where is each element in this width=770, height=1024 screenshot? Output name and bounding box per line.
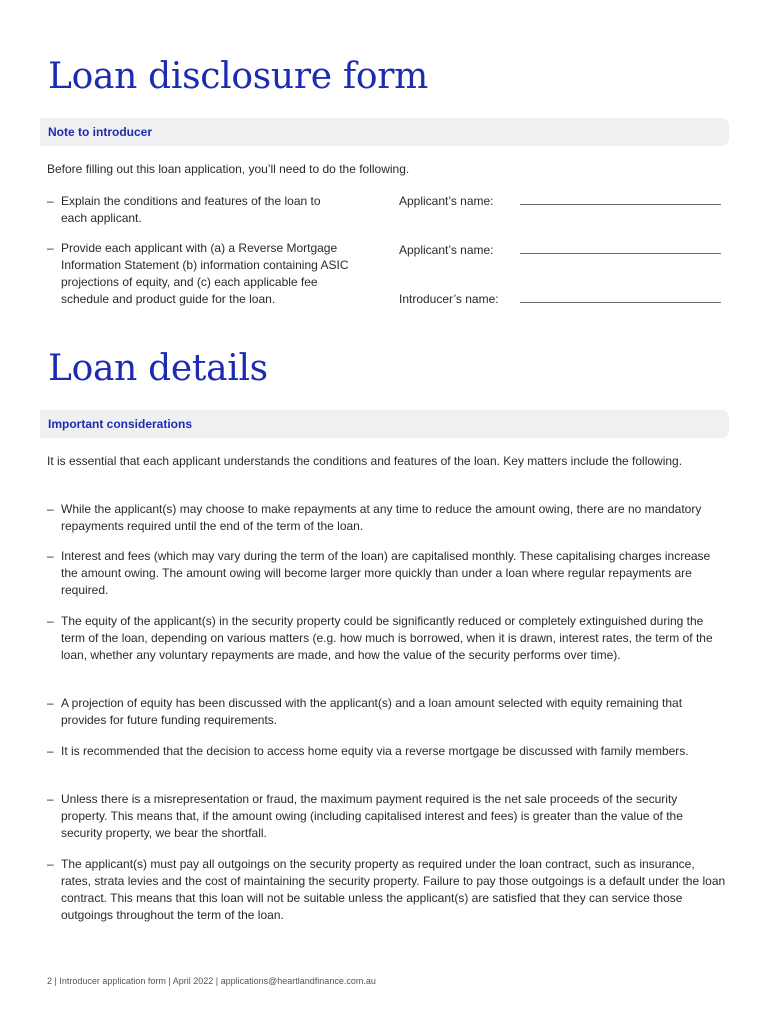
bullet-dash: – [47, 241, 54, 255]
list-item: – Explain the conditions and features of the loan to each applicant. [47, 194, 321, 225]
bullet-dash: – [47, 549, 54, 563]
page-title: Loan disclosure form [48, 56, 429, 97]
note-to-introducer-band [40, 118, 729, 146]
page-footer: 2 | Introducer application form | April 2022 | applications@heartlandfinance.com.au [47, 976, 376, 986]
applicant-name-input-2[interactable] [520, 253, 721, 254]
field-label: Applicant’s name: [399, 243, 494, 257]
intro-text: Before filling out this loan application, you’ll need to do the following. [47, 162, 410, 176]
list-item: – The applicant(s) must pay all outgoings on the security property as required under the loan contract, such as insurance, rates, strata levies and the cost of maintaining the security property. Failure to pay those outgoings is a default under the loan contract. This means that this loan will not be suitable unless the applicant(s) are satisfied that they can service those outgoings throughout the term of the loan. [47, 857, 726, 922]
introducer-name-input[interactable] [520, 302, 721, 303]
bullet-dash: – [47, 744, 54, 758]
list-item: – While the applicant(s) may choose to make repayments at any time to reduce the amount owing, there are no mandatory repayments required until the end of the term of the loan. [47, 502, 702, 533]
bullet-dash: – [47, 857, 54, 871]
bullet-dash: – [47, 614, 54, 628]
field-label: Introducer’s name: [399, 292, 499, 306]
band-label: Note to introducer [48, 125, 152, 139]
bullet-dash: – [47, 792, 54, 806]
list-item: – A projection of equity has been discussed with the applicant(s) and a loan amount selected with equity remaining that provides for future funding requirements. [47, 696, 683, 727]
list-item: – The equity of the applicant(s) in the security property could be significantly reduced or completely extinguished during the term of the loan, depending on various matters (e.g. how much is borrowed, when it is drawn, interest rates, the term of the loan, whether any voluntary repayments are made, and how the value of the security performs over time). [47, 614, 713, 662]
field-label: Applicant’s name: [399, 194, 494, 208]
list-item: – Unless there is a misrepresentation or fraud, the maximum payment required is the net sale proceeds of the security property. This means that, if the amount owing (including capitalised interest and fees) is greater than the value of the security property, we bear the shortfall. [47, 792, 683, 840]
list-item: – Interest and fees (which may vary during the term of the loan) are capitalised monthly. These capitalising charges increase the amount owing. The amount owing will become larger more quickly than under a loan where regular repayments are required. [47, 549, 711, 597]
band-label: Important considerations [48, 417, 193, 431]
list-item: – Provide each applicant with (a) a Reverse Mortgage Information Statement (b) information containing ASIC projections of equity, and (c) each applicable fee schedule and product guide for the loan. [47, 241, 349, 306]
section-title: Loan details [48, 348, 268, 389]
important-considerations-band [40, 410, 729, 438]
applicant-name-input-1[interactable] [520, 204, 721, 205]
bullet-dash: – [47, 194, 54, 208]
intro-text: It is essential that each applicant understands the conditions and features of the loan. Key matters include the following. [47, 454, 683, 468]
bullet-dash: – [47, 502, 54, 516]
list-item: – It is recommended that the decision to access home equity via a reverse mortgage be discussed with family members. [47, 744, 689, 758]
bullet-dash: – [47, 696, 54, 710]
